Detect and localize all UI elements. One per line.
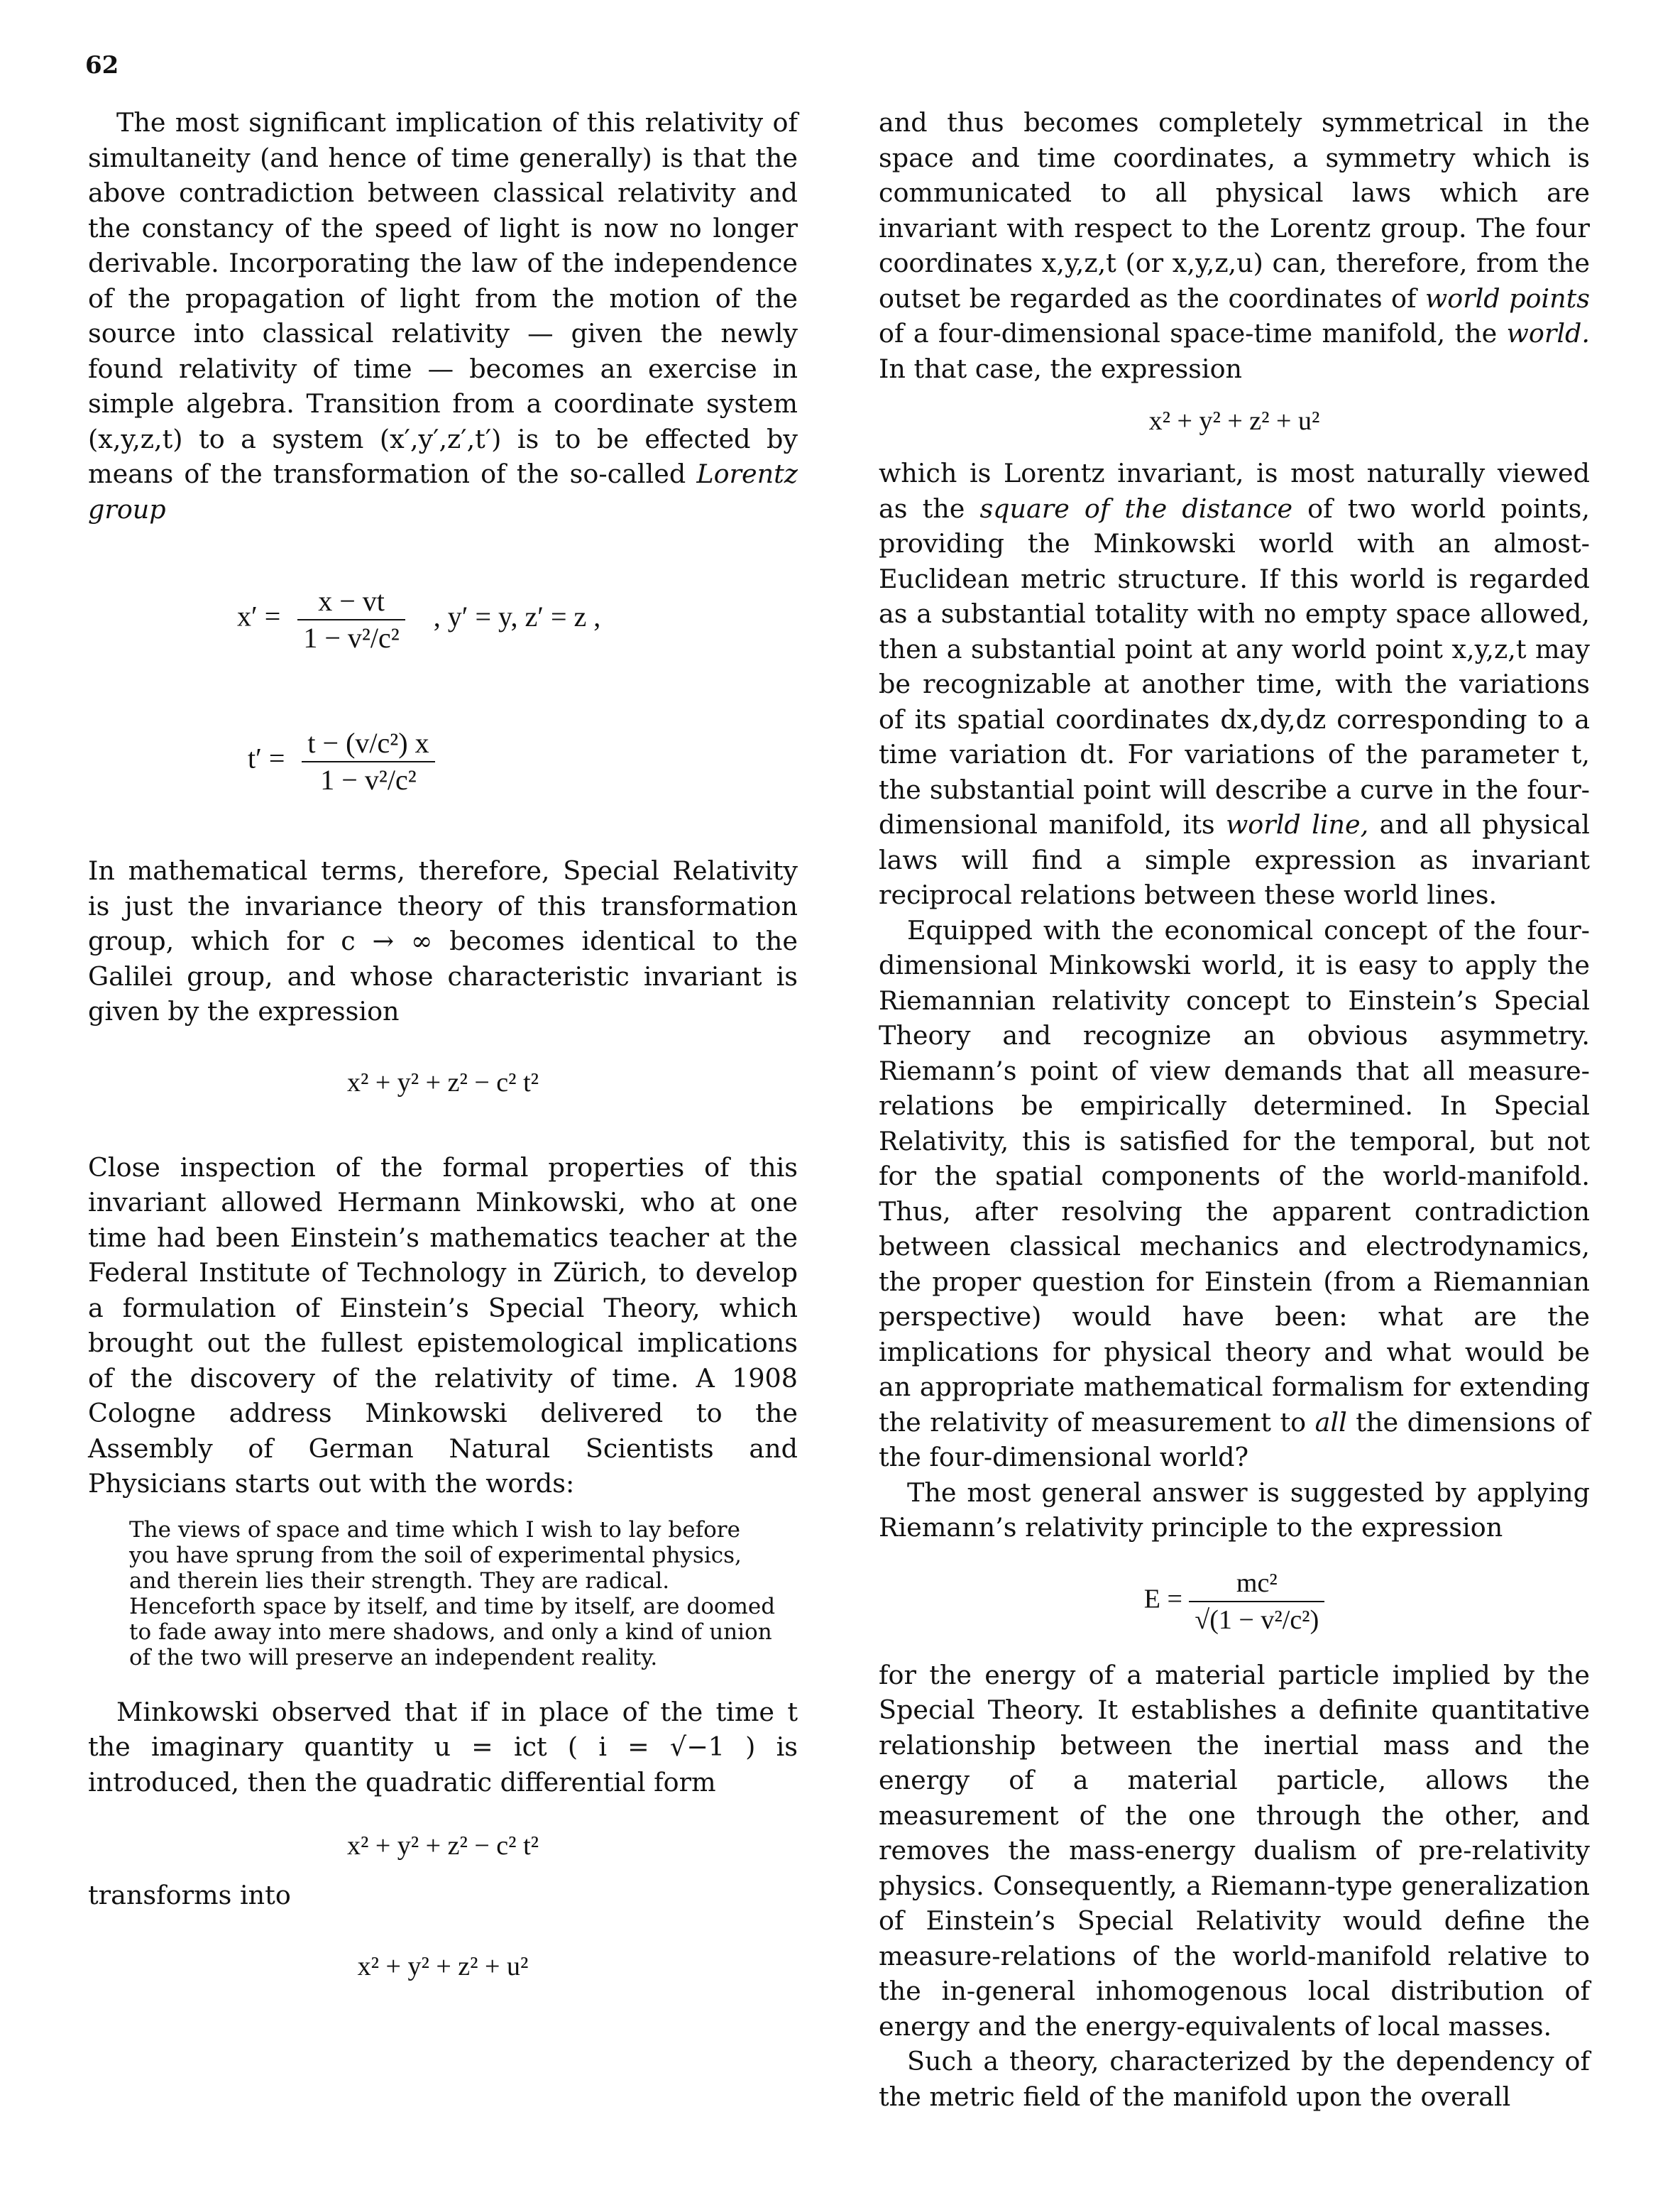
- t-numerator: t − (v/c²) x: [302, 726, 434, 762]
- paragraph-text: Equipped with the economical concept of the four-dimensional Minkowski world, it is easy to apply the Riemannian relativity concept to Einstein’s Special Theory and recognize an obvious asymmetry. Riemann’s point of view demands that all measure-relations be empirically determined. In Special Relativity, this is satisfied for the temporal, but not for the spatial components of the world-manifold. Thus, after resolving the apparent contradiction between classical mechanics and electrodynamics, the proper question for Einstein (from a Riemannian perspective) would have been: what are the implications for physical theory and what would be an appropriate mathematical formalism for extending the relativity of measurement to: [879, 914, 1590, 1438]
- t-fraction: [302, 726, 434, 797]
- paragraph-text: and all physical laws will find a simple expression as invariant reciprocal relations between these world lines.: [879, 809, 1590, 910]
- energy-fraction: [1189, 1565, 1324, 1638]
- paragraph: Close inspection of the formal properties of this invariant allowed Hermann Minkowski, who at one time had been Einstein’s mathematics teacher at the Federal Institute of Technology in Zürich, to develop a formulation of Einstein’s Special Theory, which brought out the fullest epistemological implications of the discovery of the relativity of time. A 1908 Cologne address Minkowski delivered to the Assembly of German Natural Scientists and Physicians starts out with the words:: [88, 1151, 798, 1499]
- x-prime-label: x′ =: [237, 600, 281, 633]
- y-z-transform: , y′ = y, z′ = z ,: [433, 600, 601, 633]
- paragraph-text: The most significant implication of this relativity of simultaneity (and hence of time generally) is that the above contradiction between classical relativity and the constancy of the speed of light is now no longer derivable. Incorporating the law of the independence of the propagation of light from the motion of the source into classical relativity — given the newly found relativity of time — becomes an exercise in simple algebra. Transition from a coordinate system (x,y,z,t) to a system (x′,y′,z′,t′) is to be effected by means of the transformation of the so-called: [88, 107, 798, 489]
- x-numerator: x − vt: [297, 584, 405, 620]
- lorentz-equations: [88, 527, 798, 853]
- page-number: 62: [85, 51, 119, 80]
- paragraph-text: which is Lorentz invariant, is most naturally viewed as the: [879, 458, 1590, 524]
- paragraph: [879, 105, 1590, 386]
- equation-invariant: x² + y² + z² − c² t²: [346, 1067, 539, 1098]
- paragraph: [879, 913, 1590, 1475]
- t-prime-label: t′ =: [248, 742, 285, 775]
- italic-term: square of the distance: [979, 493, 1293, 524]
- equation-energy: [879, 1565, 1590, 1638]
- paragraph: Such a theory, characterized by the dependency of the metric field of the manifold upon the overall: [879, 2046, 1590, 2112]
- paragraph-text: and thus becomes completely symmetrical in the space and time coordinates, a symmetry which is communicated to all physical laws which are invariant with respect to the Lorentz group. The four coordinates x,y,z,t (or x,y,z,u) can, therefore, from the outset be regarded as the coordinates of: [879, 107, 1590, 314]
- paragraph-text: the dimensions of the four-dimensional world?: [879, 1406, 1591, 1472]
- x-transform: [237, 584, 600, 655]
- t-denominator: 1 − v²/c²: [320, 763, 417, 796]
- italic-term: world line,: [1226, 809, 1369, 840]
- equation-transformed: x² + y² + z² + u²: [357, 1951, 529, 1981]
- paragraph: The most general answer is suggested by applying Riemann’s relativity principle to the expression: [879, 1477, 1590, 1543]
- italic-term: world.: [1506, 318, 1590, 349]
- italic-term: Lorentz group: [88, 459, 798, 525]
- equation-quadratic-form: x² + y² + z² − c² t²: [346, 1831, 539, 1861]
- x-denominator: 1 − v²/c²: [303, 621, 400, 654]
- energy-denominator: √(1 − v²/c²): [1195, 1604, 1319, 1635]
- right-column: [879, 105, 1590, 2114]
- left-column: [88, 105, 798, 1984]
- paragraph: [879, 456, 1590, 913]
- energy-lhs: E =: [1143, 1584, 1182, 1614]
- paragraph: [88, 105, 798, 527]
- paragraph: Minkowski observed that if in place of the time t the imaginary quantity u = ict ( i = √−1 ) is introduced, then the quadratic differential form: [88, 1696, 798, 1797]
- paragraph-text: of a four-dimensional space-time manifold, the: [879, 318, 1498, 349]
- equation-distance: x² + y² + z² + u²: [1148, 406, 1320, 436]
- paragraph: for the energy of a material particle implied by the Special Theory. It establishes a definite quantitative relationship between the inertial mass and the energy of a material particle, allows the measurement of the one through the other, and removes the mass-energy dualism of pre-relativity physics. Consequently, a Riemann-type generalization of Einstein’s Special Relativity would define the measure-relations of the world-manifold relative to the in-general inhomogenous local distribution of energy and the energy-equivalents of local masses.: [879, 1659, 1590, 2042]
- block-quote: The views of space and time which I wish to lay before you have sprung from the soil of experimental physics, and therein lies their strength. They are radical. Henceforth space by itself, and time by itself, are doomed to fade away into mere shadows, and only a kind of union of the two will preserve an independent reality.: [129, 1516, 776, 1670]
- paragraph: In mathematical terms, therefore, Special Relativity is just the invariance theory of this transformation group, which for c → ∞ becomes identical to the Galilei group, and whose characteristic invariant is given by the expression: [88, 855, 798, 1027]
- t-transform: [248, 726, 435, 797]
- italic-term: world points: [1424, 283, 1590, 314]
- italic-term: all: [1314, 1406, 1347, 1438]
- energy-numerator: mc²: [1189, 1565, 1324, 1602]
- paragraph: transforms into: [88, 1880, 291, 1910]
- x-fraction: [297, 584, 405, 655]
- paragraph-text: of two world points, providing the Minkowski world with an almost-Euclidean metric structure. If this world is regarded as a substantial totality with no empty space allowed, then a substantial point at any world point x,y,z,t may be recognizable at another time, with the variations of its spatial coordinates dx,dy,dz corresponding to a time variation dt. For variations of the parameter t, the substantial point will describe a curve in the four-dimensional manifold, its: [879, 493, 1590, 840]
- paragraph-text: In that case, the expression: [879, 353, 1243, 384]
